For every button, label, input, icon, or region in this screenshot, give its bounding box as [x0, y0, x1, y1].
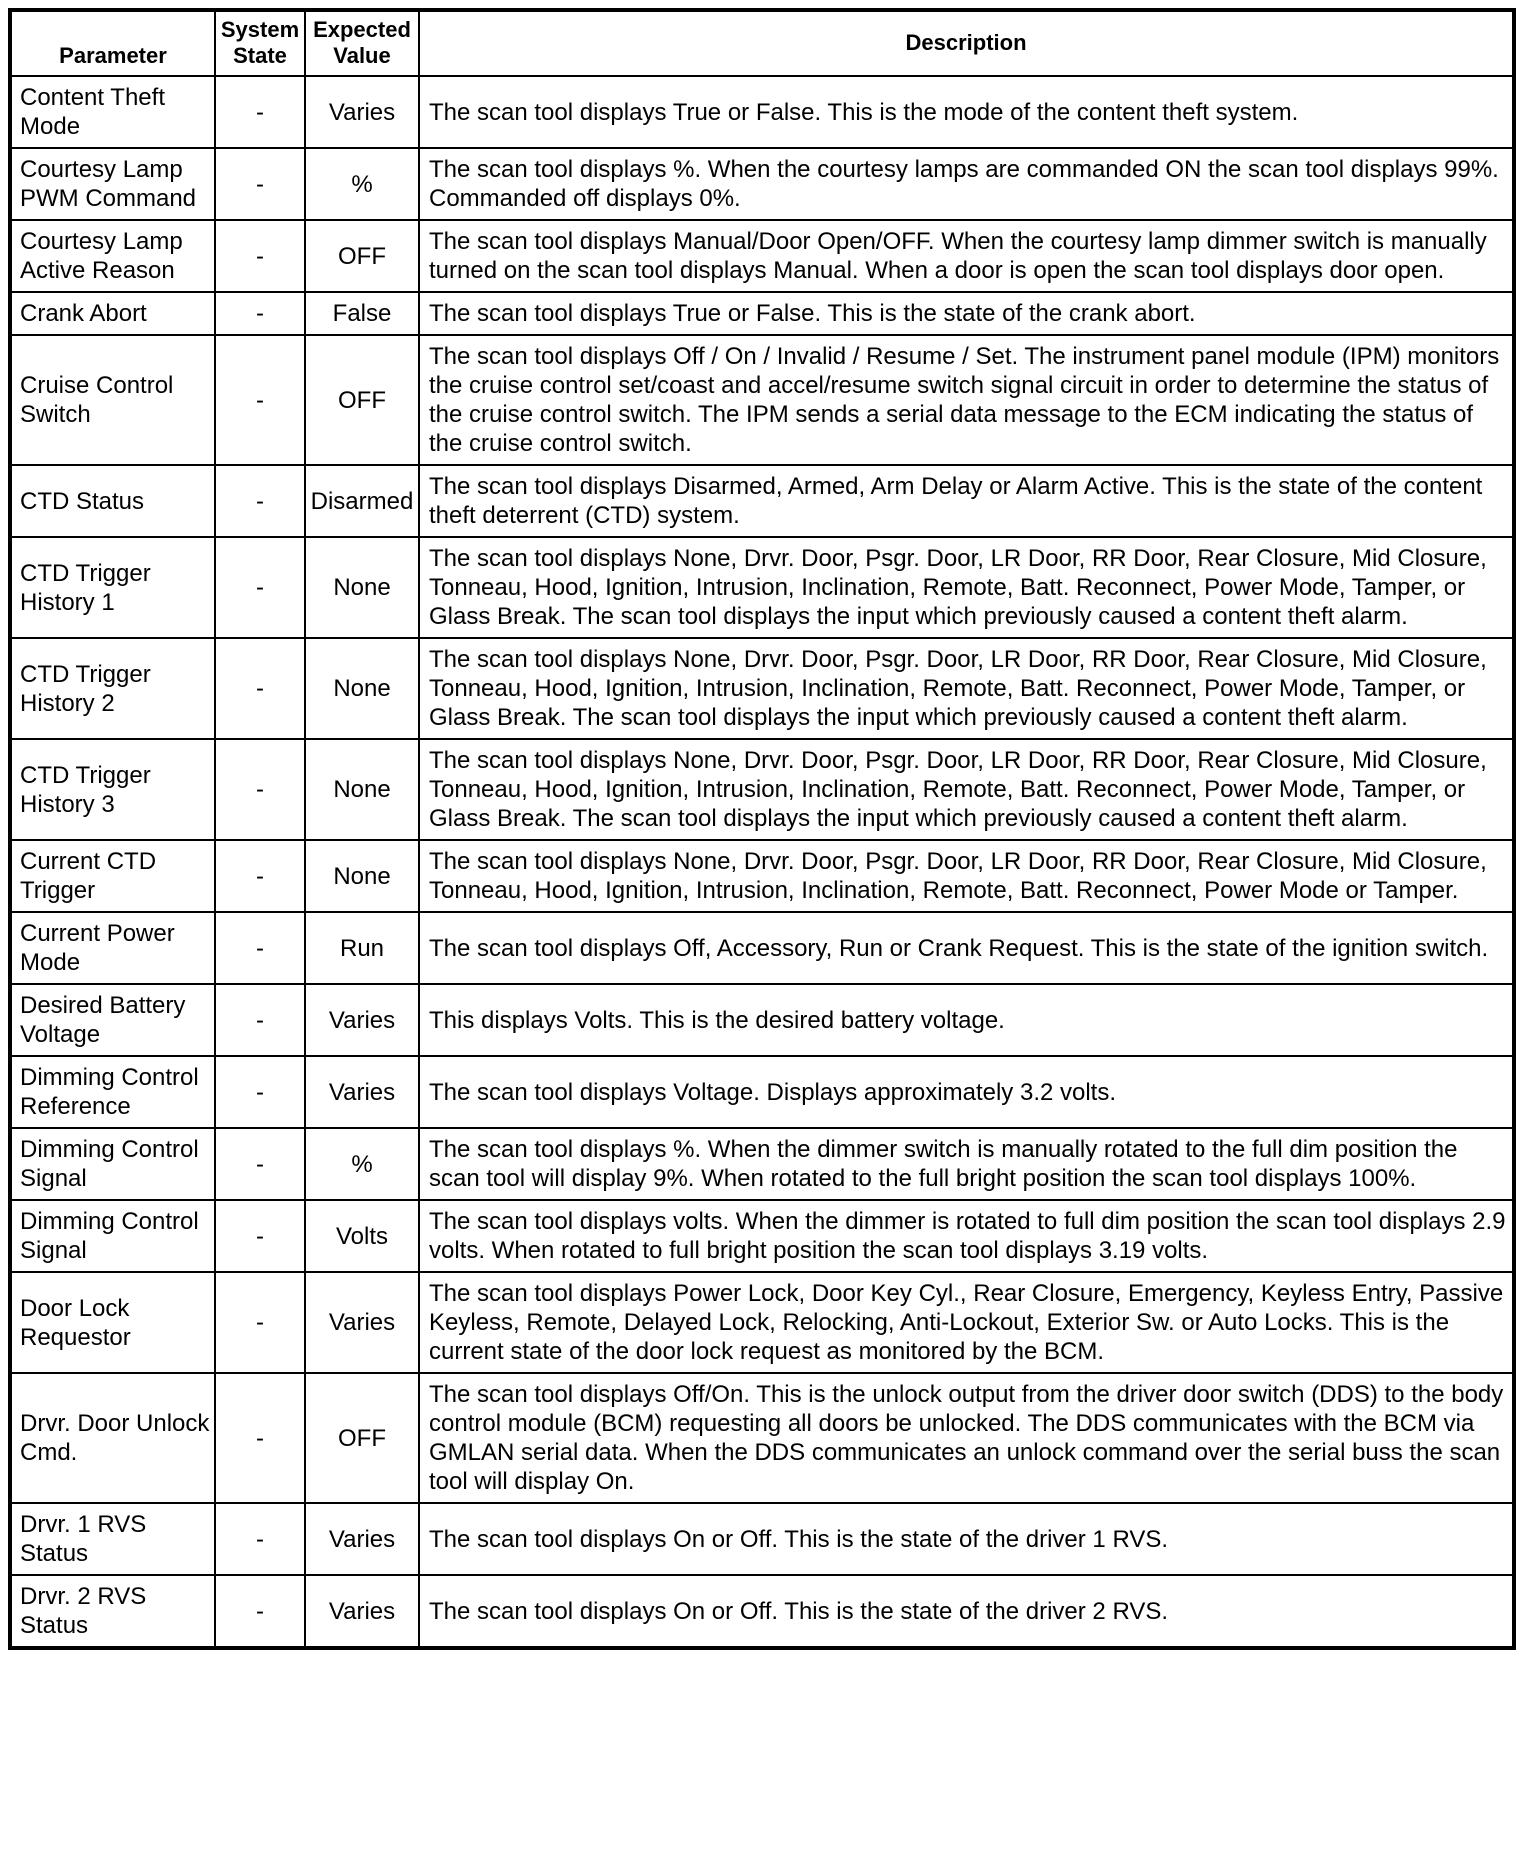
cell-expected-value: Varies — [305, 1575, 419, 1648]
header-parameter: Parameter — [10, 10, 215, 76]
cell-system-state: - — [215, 912, 305, 984]
cell-system-state: - — [215, 76, 305, 148]
cell-system-state: - — [215, 335, 305, 465]
table-row — [10, 537, 1514, 638]
table-row — [10, 76, 1514, 148]
table-row — [10, 1575, 1514, 1648]
cell-system-state: - — [215, 1272, 305, 1373]
table-row — [10, 739, 1514, 840]
cell-description: The scan tool displays Off, Accessory, Run or Crank Request. This is the state of the ignition switch. — [419, 912, 1514, 984]
table-row — [10, 465, 1514, 537]
table-row — [10, 1056, 1514, 1128]
cell-expected-value: False — [305, 292, 419, 335]
cell-system-state: - — [215, 984, 305, 1056]
cell-parameter: Current CTD Trigger — [10, 840, 215, 912]
cell-description: The scan tool displays None, Drvr. Door, Psgr. Door, LR Door, RR Door, Rear Closure, Mid Closure, Tonneau, Hood, Ignition, Intrusion, Inclination, Remote, Batt. Reconnect, Power Mode, Tamper, or Glass Break. The scan tool displays the input which previously caused a content theft alarm. — [419, 537, 1514, 638]
table-row — [10, 1272, 1514, 1373]
cell-parameter: Dimming Control Signal — [10, 1200, 215, 1272]
table-row — [10, 148, 1514, 220]
cell-expected-value: Run — [305, 912, 419, 984]
cell-description: The scan tool displays Disarmed, Armed, Arm Delay or Alarm Active. This is the state of the content theft deterrent (CTD) system. — [419, 465, 1514, 537]
table-row — [10, 984, 1514, 1056]
cell-expected-value: % — [305, 1128, 419, 1200]
header-expected-value: Expected Value — [305, 10, 419, 76]
cell-description: The scan tool displays None, Drvr. Door, Psgr. Door, LR Door, RR Door, Rear Closure, Mid Closure, Tonneau, Hood, Ignition, Intrusion, Inclination, Remote, Batt. Reconnect, Power Mode, Tamper, or Glass Break. The scan tool displays the input which previously caused a content theft alarm. — [419, 739, 1514, 840]
table-row — [10, 1200, 1514, 1272]
cell-description: The scan tool displays None, Drvr. Door, Psgr. Door, LR Door, RR Door, Rear Closure, Mid Closure, Tonneau, Hood, Ignition, Intrusion, Inclination, Remote, Batt. Reconnect, Power Mode or Tamper. — [419, 840, 1514, 912]
cell-system-state: - — [215, 148, 305, 220]
cell-parameter: CTD Trigger History 2 — [10, 638, 215, 739]
cell-parameter: Drvr. Door Unlock Cmd. — [10, 1373, 215, 1503]
cell-description: The scan tool displays Off / On / Invalid / Resume / Set. The instrument panel module (IPM) monitors the cruise control set/coast and accel/resume switch signal circuit in order to determine the status of the cruise control switch. The IPM sends a serial data message to the ECM indicating the status of the cruise control switch. — [419, 335, 1514, 465]
cell-system-state: - — [215, 1128, 305, 1200]
cell-description: The scan tool displays None, Drvr. Door, Psgr. Door, LR Door, RR Door, Rear Closure, Mid Closure, Tonneau, Hood, Ignition, Intrusion, Inclination, Remote, Batt. Reconnect, Power Mode, Tamper, or Glass Break. The scan tool displays the input which previously caused a content theft alarm. — [419, 638, 1514, 739]
table-body — [10, 76, 1514, 1648]
cell-parameter: Dimming Control Signal — [10, 1128, 215, 1200]
cell-parameter: Dimming Control Reference — [10, 1056, 215, 1128]
cell-system-state: - — [215, 1373, 305, 1503]
cell-expected-value: None — [305, 537, 419, 638]
cell-description: The scan tool displays Off/On. This is the unlock output from the driver door switch (DDS) to the body control module (BCM) requesting all doors be unlocked. The DDS communicates with the BCM via GMLAN serial data. When the DDS communicates an unlock command over the serial buss the scan tool will display On. — [419, 1373, 1514, 1503]
cell-system-state: - — [215, 1575, 305, 1648]
cell-description: The scan tool displays Voltage. Displays approximately 3.2 volts. — [419, 1056, 1514, 1128]
cell-expected-value: Varies — [305, 1272, 419, 1373]
cell-parameter: Drvr. 2 RVS Status — [10, 1575, 215, 1648]
cell-system-state: - — [215, 1200, 305, 1272]
scan-tool-parameter-table — [8, 8, 1516, 1650]
cell-description: The scan tool displays %. When the dimmer switch is manually rotated to the full dim position the scan tool will display 9%. When rotated to the full bright position the scan tool displays 100%. — [419, 1128, 1514, 1200]
cell-description: The scan tool displays volts. When the dimmer is rotated to full dim position the scan tool displays 2.9 volts. When rotated to full bright position the scan tool displays 3.19 volts. — [419, 1200, 1514, 1272]
cell-expected-value: % — [305, 148, 419, 220]
cell-expected-value: Varies — [305, 1056, 419, 1128]
cell-system-state: - — [215, 465, 305, 537]
cell-parameter: Cruise Control Switch — [10, 335, 215, 465]
cell-parameter: CTD Status — [10, 465, 215, 537]
cell-system-state: - — [215, 739, 305, 840]
cell-description: The scan tool displays On or Off. This is the state of the driver 2 RVS. — [419, 1575, 1514, 1648]
table-row — [10, 335, 1514, 465]
cell-expected-value: OFF — [305, 335, 419, 465]
cell-system-state: - — [215, 638, 305, 739]
cell-system-state: - — [215, 292, 305, 335]
cell-description: The scan tool displays True or False. This is the mode of the content theft system. — [419, 76, 1514, 148]
cell-description: The scan tool displays On or Off. This is the state of the driver 1 RVS. — [419, 1503, 1514, 1575]
cell-parameter: Door Lock Requestor — [10, 1272, 215, 1373]
cell-expected-value: Volts — [305, 1200, 419, 1272]
cell-expected-value: Varies — [305, 1503, 419, 1575]
header-description: Description — [419, 10, 1514, 76]
table-row — [10, 220, 1514, 292]
cell-parameter: Desired Battery Voltage — [10, 984, 215, 1056]
cell-description: This displays Volts. This is the desired battery voltage. — [419, 984, 1514, 1056]
cell-parameter: CTD Trigger History 1 — [10, 537, 215, 638]
table-row — [10, 912, 1514, 984]
cell-expected-value: None — [305, 739, 419, 840]
header-system-state: System State — [215, 10, 305, 76]
cell-parameter: Current Power Mode — [10, 912, 215, 984]
table-row — [10, 638, 1514, 739]
cell-description: The scan tool displays %. When the courtesy lamps are commanded ON the scan tool displays 99%. Commanded off displays 0%. — [419, 148, 1514, 220]
header-row — [10, 10, 1514, 76]
table-row — [10, 1503, 1514, 1575]
cell-parameter: Courtesy Lamp Active Reason — [10, 220, 215, 292]
cell-expected-value: OFF — [305, 1373, 419, 1503]
cell-expected-value: None — [305, 840, 419, 912]
table-row — [10, 1128, 1514, 1200]
cell-parameter: Drvr. 1 RVS Status — [10, 1503, 215, 1575]
cell-expected-value: Disarmed — [305, 465, 419, 537]
cell-expected-value: Varies — [305, 76, 419, 148]
cell-system-state: - — [215, 1503, 305, 1575]
cell-description: The scan tool displays Power Lock, Door Key Cyl., Rear Closure, Emergency, Keyless Entry, Passive Keyless, Remote, Delayed Lock, Relocking, Anti-Lockout, Exterior Sw. or Auto Locks. This is the current state of the door lock request as monitored by the BCM. — [419, 1272, 1514, 1373]
cell-parameter: Content Theft Mode — [10, 76, 215, 148]
cell-system-state: - — [215, 537, 305, 638]
cell-system-state: - — [215, 220, 305, 292]
cell-parameter: Courtesy Lamp PWM Command — [10, 148, 215, 220]
cell-description: The scan tool displays True or False. This is the state of the crank abort. — [419, 292, 1514, 335]
cell-expected-value: OFF — [305, 220, 419, 292]
table-row — [10, 840, 1514, 912]
cell-expected-value: None — [305, 638, 419, 739]
cell-system-state: - — [215, 840, 305, 912]
cell-system-state: - — [215, 1056, 305, 1128]
cell-expected-value: Varies — [305, 984, 419, 1056]
cell-parameter: Crank Abort — [10, 292, 215, 335]
table-row — [10, 1373, 1514, 1503]
table-row — [10, 292, 1514, 335]
cell-description: The scan tool displays Manual/Door Open/OFF. When the courtesy lamp dimmer switch is manually turned on the scan tool displays Manual. When a door is open the scan tool displays door open. — [419, 220, 1514, 292]
cell-parameter: CTD Trigger History 3 — [10, 739, 215, 840]
